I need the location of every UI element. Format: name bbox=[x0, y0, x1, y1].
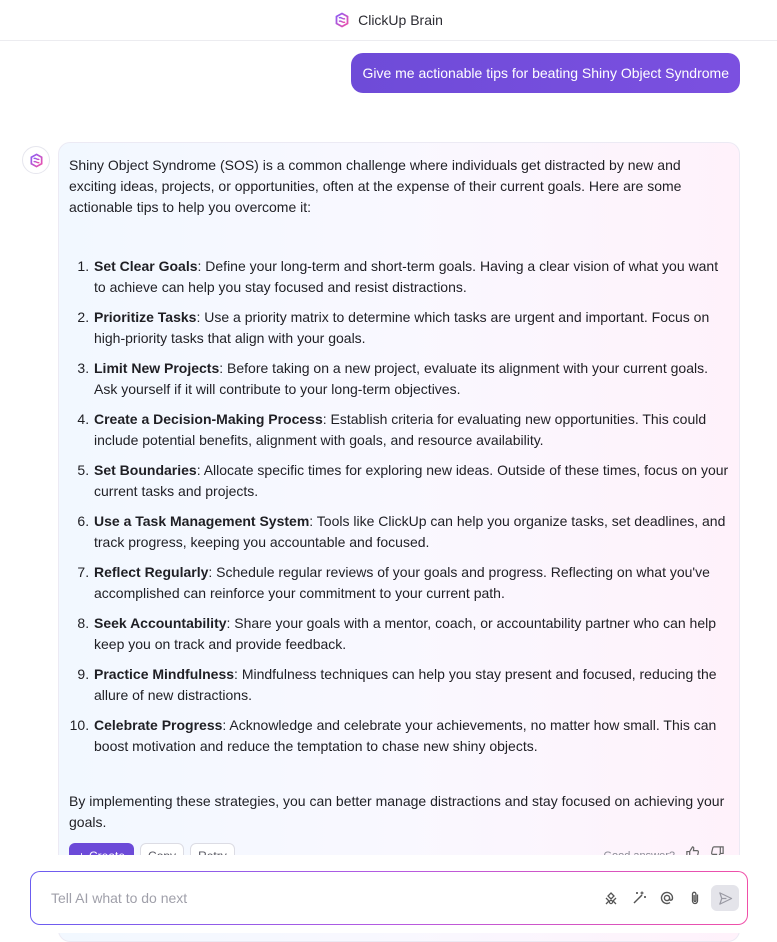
list-item bbox=[93, 358, 729, 400]
tip-text: : Define your long-term and short-term goals. Having a clear vision of what you want to achieve can help you stay focused and resist distractions. bbox=[94, 258, 719, 295]
app-header bbox=[0, 0, 777, 41]
ai-avatar bbox=[22, 146, 50, 174]
list-item bbox=[93, 460, 729, 502]
tip-title: Seek Accountability bbox=[94, 615, 227, 631]
list-item bbox=[93, 511, 729, 553]
mention-icon[interactable] bbox=[659, 890, 675, 906]
tip-title: Set Boundaries bbox=[94, 462, 197, 478]
attachment-icon[interactable] bbox=[687, 890, 703, 906]
brain-logo-icon bbox=[334, 12, 350, 28]
response-outro: By implementing these strategies, you can better manage distractions and stay focused on achieving your goals. bbox=[69, 793, 725, 830]
list-item bbox=[93, 409, 729, 451]
magic-wand-icon[interactable] bbox=[631, 890, 647, 906]
prompt-input[interactable] bbox=[49, 889, 603, 907]
list-item bbox=[93, 664, 729, 706]
composer bbox=[30, 871, 748, 925]
ai-response-card bbox=[58, 142, 740, 942]
tip-title: Set Clear Goals bbox=[94, 258, 198, 274]
tip-text: : Acknowledge and celebrate your achievements, no matter how small. This can boost motivation and reduce the temptation to chase new shiny objects. bbox=[94, 717, 717, 754]
send-button[interactable] bbox=[711, 885, 739, 911]
composer-tools bbox=[603, 890, 703, 906]
tip-text: : Schedule regular reviews of your goals and progress. Reflecting on what you've accomplished can reinforce your commitment to your current path. bbox=[94, 564, 710, 601]
tip-title: Create a Decision-Making Process bbox=[94, 411, 323, 427]
list-item bbox=[93, 562, 729, 604]
tip-title: Practice Mindfulness bbox=[94, 666, 235, 682]
tip-title: Limit New Projects bbox=[94, 360, 220, 376]
tip-text: : Establish criteria for evaluating new opportunities. This could include potential benefits, alignment with goals, and resource availability. bbox=[94, 411, 707, 448]
tip-text: : Allocate specific times for exploring new ideas. Outside of these times, focus on your current tasks and projects. bbox=[94, 462, 729, 499]
tip-text: : Use a priority matrix to determine which tasks are urgent and important. Focus on high-priority tasks that align with your goals. bbox=[94, 309, 710, 346]
user-message: Give me actionable tips for beating Shiny Object Syndrome bbox=[351, 53, 740, 93]
list-item bbox=[93, 256, 729, 298]
tip-text: : Mindfulness techniques can help you stay present and focused, reducing the allure of new distractions. bbox=[94, 666, 717, 703]
integrations-icon[interactable] bbox=[603, 890, 619, 906]
tip-title: Use a Task Management System bbox=[94, 513, 310, 529]
tip-text: : Before taking on a new project, evaluate its alignment with your current goals. Ask yourself if it will contribute to your long-term objectives. bbox=[94, 360, 708, 397]
tips-list bbox=[69, 256, 729, 757]
response-intro: Shiny Object Syndrome (SOS) is a common challenge where individuals get distracted by new and exciting ideas, projects, or opportunities, often at the expense of their current goals. Here are some actionable tips to help you overcome it: bbox=[69, 157, 682, 215]
app-title: ClickUp Brain bbox=[358, 12, 443, 28]
tip-text: : Tools like ClickUp can help you organize tasks, set deadlines, and track progress, keeping you accountable and focused. bbox=[94, 513, 726, 550]
tip-title: Prioritize Tasks bbox=[94, 309, 197, 325]
brain-logo-icon bbox=[29, 153, 44, 168]
list-item bbox=[93, 715, 729, 757]
tip-title: Reflect Regularly bbox=[94, 564, 209, 580]
send-icon bbox=[718, 891, 733, 906]
list-item bbox=[93, 307, 729, 349]
tip-text: : Share your goals with a mentor, coach, or accountability partner who can help keep you on track and provide feedback. bbox=[94, 615, 717, 652]
list-item bbox=[93, 613, 729, 655]
tip-title: Celebrate Progress bbox=[94, 717, 223, 733]
